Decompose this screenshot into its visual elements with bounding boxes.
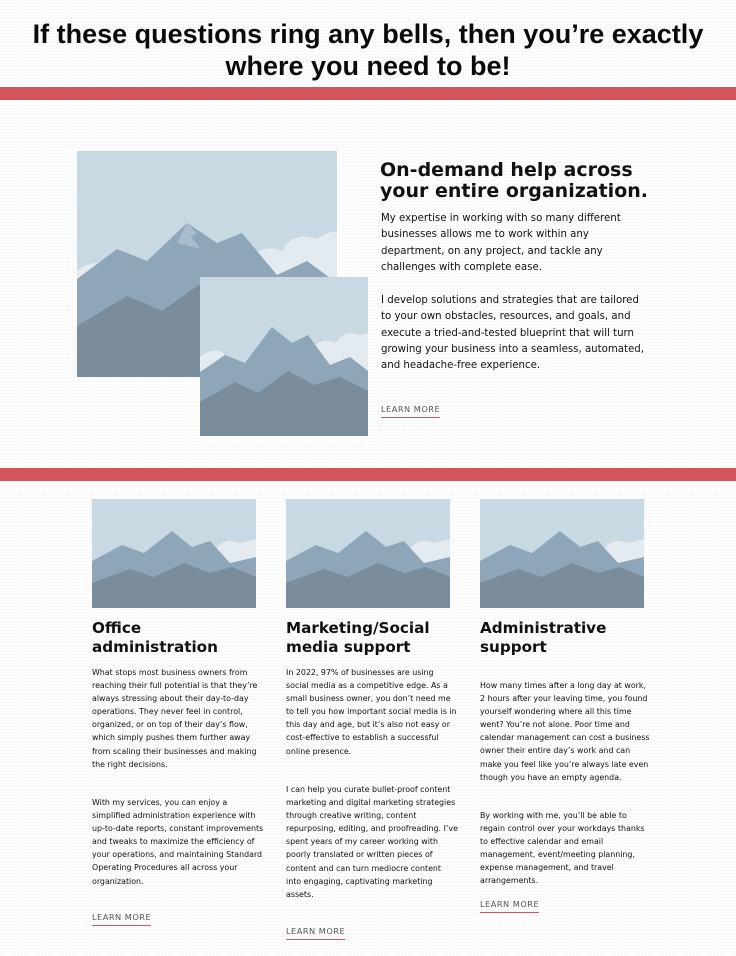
accent-divider-bottom	[0, 468, 736, 481]
card-title-office-administration: Office administration	[92, 619, 218, 656]
card-paragraph-1: What stops most business owners from reaching their full potential is that they’re always stressing about their day-to-day operations. They never feel in control, organized, or on top of their day’s flow, which simply pushes them further away from scaling their businesses and making the right decisions.	[92, 668, 258, 769]
card-title-marketing: Marketing/Social media support	[286, 619, 430, 656]
hero-paragraph-1: My expertise in working with so many different businesses allows me to work within any department, on any project, and tackle any challenges with complete ease.	[381, 213, 621, 273]
card-paragraph-1: In 2022, 97% of businesses are using social media as a competitive edge. As a small business owner, you don’t need me to tell you how important social media is in this day and age, but it’s also not easy or cost-effective to establish a successful online presence.	[286, 668, 457, 756]
card-learn-more-link[interactable]: LEARN MORE	[480, 899, 539, 913]
card-learn-more-link[interactable]: LEARN MORE	[92, 912, 151, 926]
card-learn-more-link[interactable]: LEARN MORE	[286, 926, 345, 940]
hero-image-small	[200, 277, 368, 436]
card-title-administrative-support: Administrative support	[480, 619, 607, 656]
card-image-office-administration	[92, 499, 256, 608]
card-paragraph-2: By working with me, you’ll be able to regain control over your workdays thanks to effective calendar and email management, event/meeting planning, expense management, and travel arrangements.	[480, 811, 645, 886]
card-paragraph-2: With my services, you can enjoy a simplified administration experience with up-to-date reports, constant improvements and tweaks to maximize the efficiency of your operations, and maintaining Standard Operating Procedures all across your organization.	[92, 798, 264, 886]
accent-divider-top	[0, 87, 736, 100]
card-image-marketing	[286, 499, 450, 608]
card-paragraph-2: I can help you curate bullet-proof content marketing and digital marketing strategies through creative writing, content repurposing, editing, and proofreading. I’ve spent years of my career working with poorly translated or written pieces of content and can turn mediocre content into engaging, captivating marketing assets.	[286, 785, 458, 899]
card-image-administrative-support	[480, 499, 644, 608]
hero-paragraph-2: I develop solutions and strategies that are tailored to your own obstacles, resources, and goals, and execute a tried-and-tested blueprint that will turn growing your business into a seamless, automated, and headache-free experience.	[381, 295, 644, 372]
page-heading: If these questions ring any bells, then you’re exactly where you need to be!	[32, 19, 704, 81]
hero-title: On-demand help across your entire organization.	[380, 159, 648, 202]
card-paragraph-1: How many times after a long day at work, 2 hours after your leaving time, you found yourself wondering where all this time went? You’re not alone. Poor time and calendar management can cost a business owner their entire day’s work and can make you feel like you’re always late even though you have an empty agenda.	[480, 681, 650, 782]
hero-learn-more-link[interactable]: LEARN MORE	[381, 404, 440, 418]
